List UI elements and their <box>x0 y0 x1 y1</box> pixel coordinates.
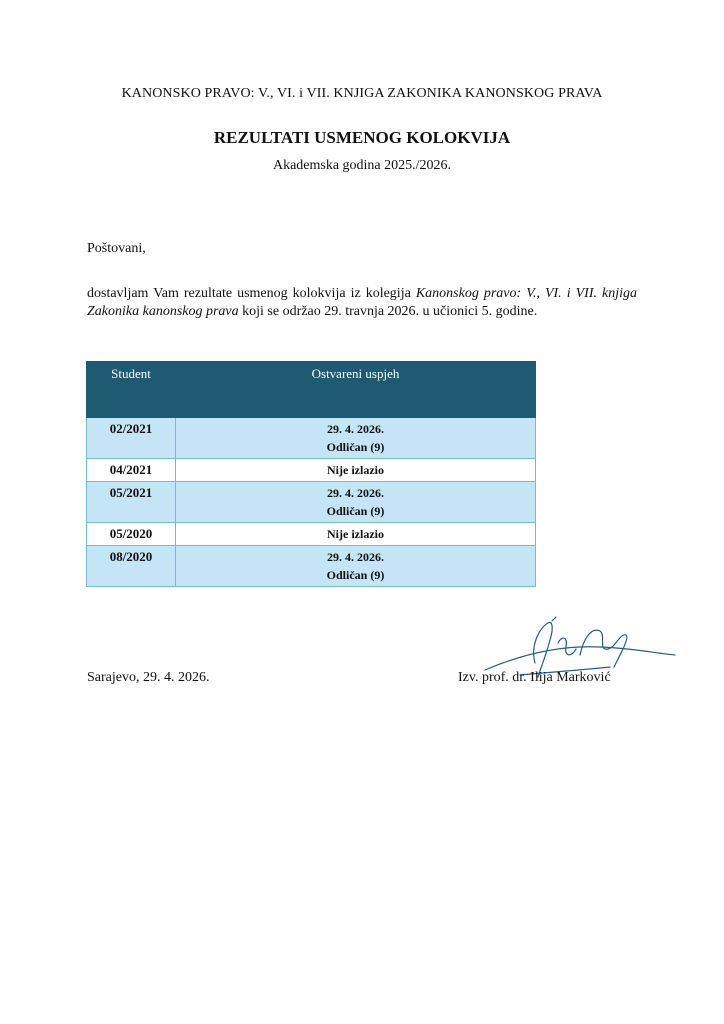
result-cell <box>176 418 536 459</box>
intro-text-start: dostavljam Vam rezultate usmenog kolokvija iz kolegija <box>87 286 416 301</box>
student-id: 05/2020 <box>87 523 176 546</box>
student-id: 02/2021 <box>87 418 176 459</box>
result-grade: Nije izlazio <box>327 463 384 477</box>
result-grade: Nije izlazio <box>327 527 384 541</box>
intro-paragraph <box>87 285 637 321</box>
result-grade: Odličan (9) <box>326 440 385 454</box>
table-row <box>87 523 536 546</box>
result-date: 29. 4. 2026. <box>327 550 384 564</box>
result-date: 29. 4. 2026. <box>327 486 384 500</box>
place-and-date: Sarajevo, 29. 4. 2026. <box>87 670 210 685</box>
page-title: REZULTATI USMENOG KOLOKVIJA <box>213 128 511 147</box>
table-row <box>87 459 536 482</box>
table-row <box>87 546 536 587</box>
header-student: Student <box>87 362 176 418</box>
student-id: 08/2020 <box>87 546 176 587</box>
results-table <box>86 361 536 587</box>
result-cell <box>176 546 536 587</box>
course-title: KANONSKO PRAVO: V., VI. i VII. KNJIGA ZAKONIKA KANONSKOG PRAVA <box>121 86 603 101</box>
result-cell <box>176 482 536 523</box>
header-result: Ostvareni uspjeh <box>176 362 536 418</box>
result-cell <box>176 523 536 546</box>
student-id: 04/2021 <box>87 459 176 482</box>
intro-text-end: koji se održao 29. travnja 2026. u učionici 5. godine. <box>238 304 538 319</box>
student-id: 05/2021 <box>87 482 176 523</box>
intro-course-name: Kanonskog pravo: V., VI. i VII. knjiga Zakonika kanonskog prava <box>87 286 638 319</box>
table-header-row <box>87 362 536 418</box>
signatory-name: Izv. prof. dr. Ilija Marković <box>458 670 611 685</box>
greeting: Poštovani, <box>87 241 146 256</box>
academic-year: Akademska godina 2025./2026. <box>272 158 452 173</box>
result-grade: Odličan (9) <box>326 504 385 518</box>
result-grade: Odličan (9) <box>326 568 385 582</box>
result-date: 29. 4. 2026. <box>327 422 384 436</box>
table-row <box>87 482 536 523</box>
table-row <box>87 418 536 459</box>
result-cell <box>176 459 536 482</box>
